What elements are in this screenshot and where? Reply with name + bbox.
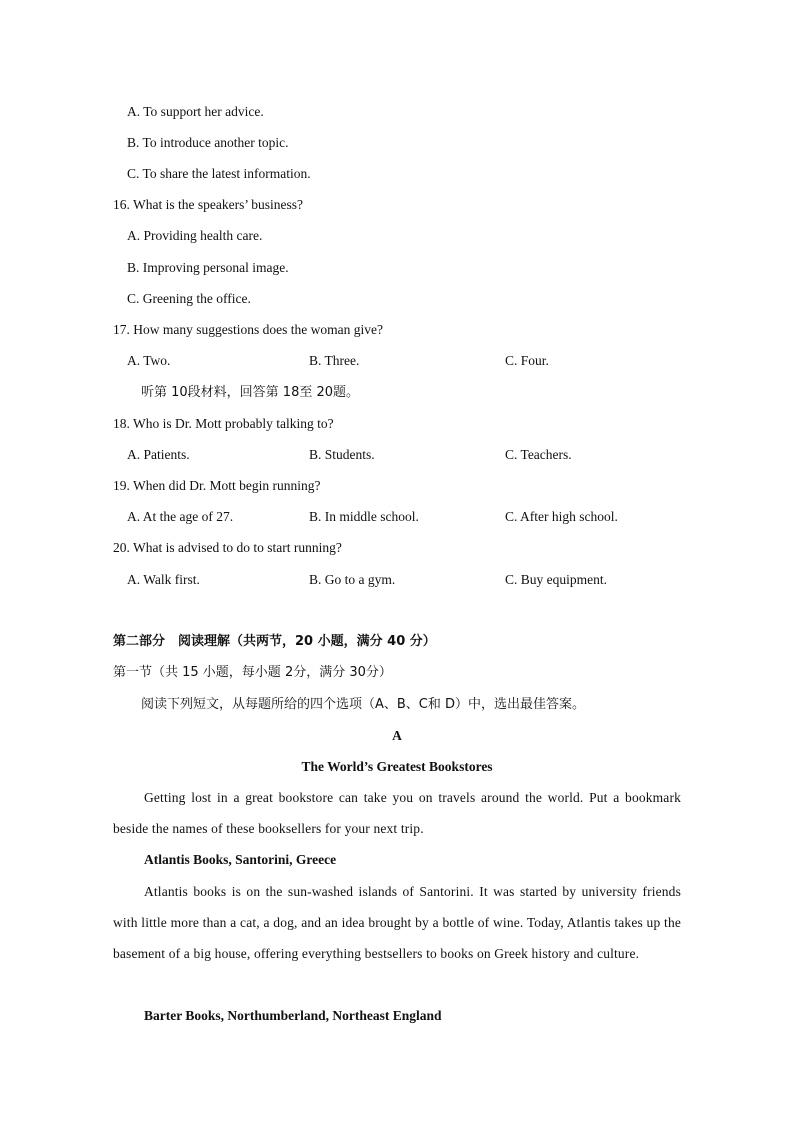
q19-option-c: C. After high school.	[505, 509, 618, 524]
q16-option-a: A. Providing health care.	[127, 228, 263, 243]
q20-option-a: A. Walk first.	[127, 572, 200, 587]
q19-question: 19. When did Dr. Mott begin running?	[113, 478, 321, 493]
q19-option-b: B. In middle school.	[309, 509, 419, 524]
passage-intro: Getting lost in a great bookstore can take you on travels around the world. Put a bookmark beside the names of these booksellers for your next trip.	[113, 790, 681, 836]
passage-title: The World’s Greatest Bookstores	[301, 759, 493, 774]
q20-option-c: C. Buy equipment.	[505, 572, 607, 587]
q17-question: 17. How many suggestions does the woman give?	[113, 322, 383, 337]
store-one-name: Atlantis Books, Santorini, Greece	[144, 852, 337, 867]
q18-question: 18. Who is Dr. Mott probably talking to?	[113, 416, 334, 431]
q16-option-b: B. Improving personal image.	[127, 260, 289, 275]
reading-instruction: 阅读下列短文，从每题所给的四个选项（A、B、C和 D）中，选出最佳答案。	[141, 697, 586, 712]
listening-material-instruction: 听第 10段材料，回答第 18至 20题。	[141, 385, 360, 400]
q16-option-c: C. Greening the office.	[127, 291, 251, 306]
q19-option-a: A. At the age of 27.	[127, 509, 234, 524]
q15-option-c: C. To share the latest information.	[127, 166, 311, 181]
q18-option-c: C. Teachers.	[505, 447, 572, 462]
q15-option-b: B. To introduce another topic.	[127, 135, 289, 150]
section-one-heading: 第一节（共 15 小题，每小题 2分，满分 30分）	[113, 665, 392, 680]
q20-question: 20. What is advised to do to start running?	[113, 540, 342, 555]
q17-option-a: A. Two.	[127, 353, 171, 368]
q17-option-c: C. Four.	[505, 353, 549, 368]
q15-option-a: A. To support her advice.	[127, 104, 264, 119]
q18-option-b: B. Students.	[309, 447, 375, 462]
q17-option-b: B. Three.	[309, 353, 360, 368]
store-two-name: Barter Books, Northumberland, Northeast England	[144, 1008, 442, 1023]
passage-letter: A	[392, 728, 402, 743]
q16-question: 16. What is the speakers’ business?	[113, 197, 303, 212]
part-two-heading: 第二部分 阅读理解（共两节，20 小题，满分 40 分）	[113, 634, 436, 649]
store-one-description: Atlantis books is on the sun-washed islands of Santorini. It was started by university friends with little more than a cat, a dog, and an idea brought by a bottle of wine. Today, Atlantis takes up the basement of a big house, offering everything bestsellers to books on Greek history and culture.	[113, 884, 681, 961]
q18-option-a: A. Patients.	[127, 447, 190, 462]
q20-option-b: B. Go to a gym.	[309, 572, 396, 587]
